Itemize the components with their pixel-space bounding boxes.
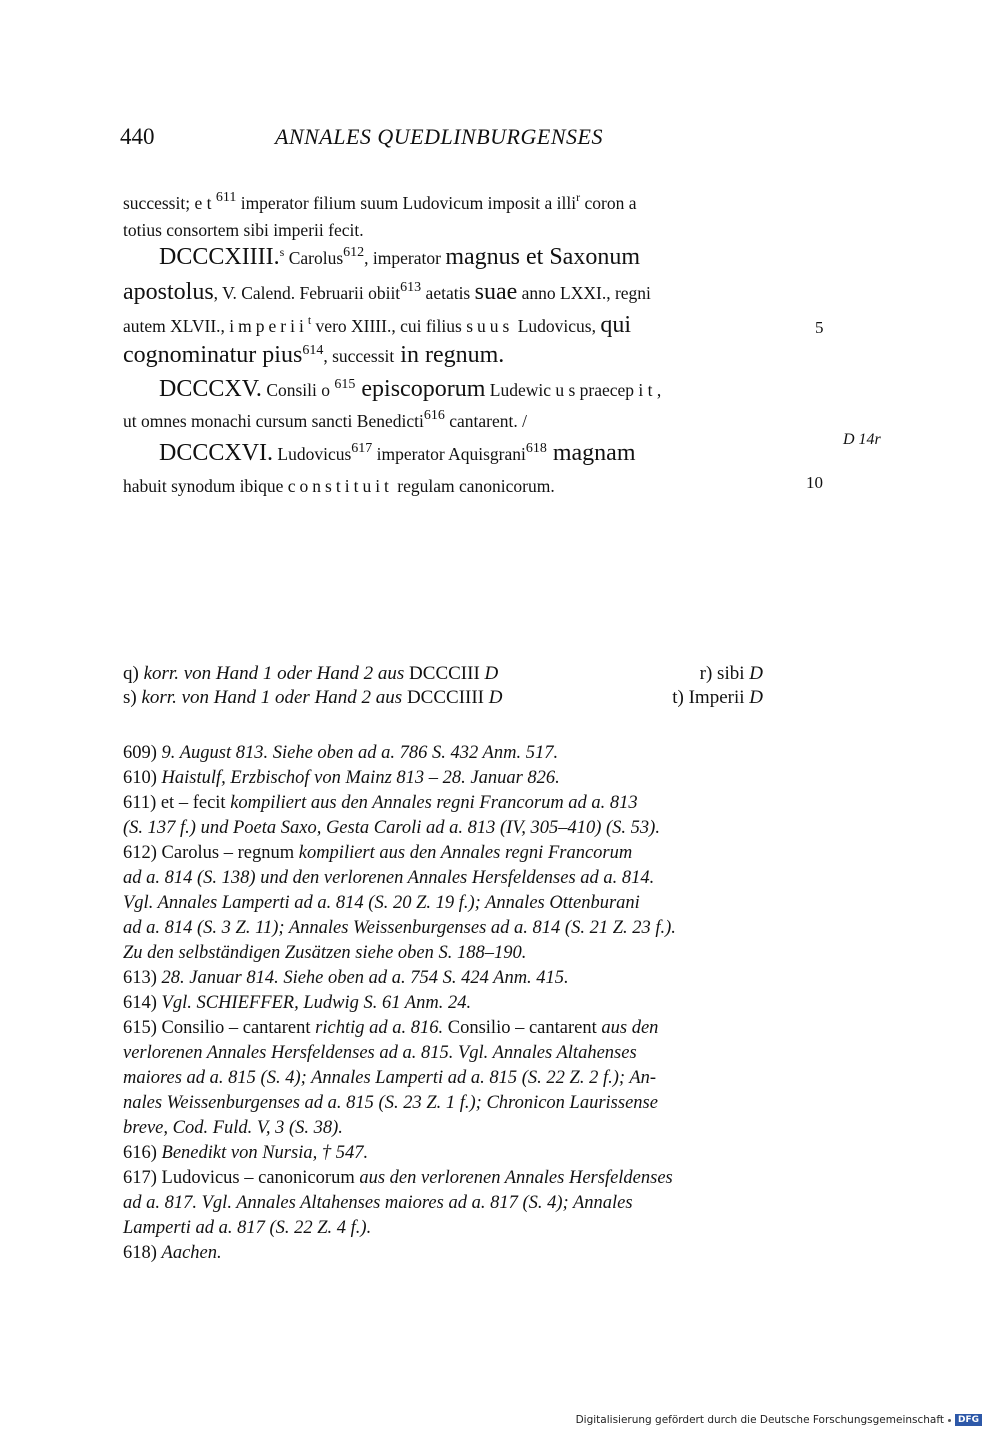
dfg-logo-icon: DFG	[955, 1414, 982, 1426]
folio-marker: D 14r	[843, 431, 881, 448]
footnote-text: 9. August 813. Siehe oben ad a. 786 S. 432 Anm. 517.	[161, 743, 559, 763]
critical-note-row	[123, 686, 763, 710]
text-line	[123, 473, 763, 500]
text-span: aetatis	[421, 283, 475, 303]
footnote-line	[123, 1116, 763, 1141]
footnote-number: 617) Ludovicus – canonicorum	[123, 1168, 360, 1188]
year-heading: DCCCXIIII.	[159, 244, 280, 270]
text-line	[123, 408, 763, 440]
footnote-text: Haistulf, Erzbischof von Mainz 813 – 28. Januar 826.	[161, 768, 560, 788]
note-label: q)	[123, 663, 144, 684]
footnote-text: Vgl. SCHIEFFER, Ludwig S. 61 Anm. 24.	[161, 993, 472, 1013]
text-span: coron a	[580, 193, 637, 213]
text-span: imperator Aquisgrani	[372, 444, 526, 464]
footnote-line	[123, 991, 763, 1016]
footnote-line	[123, 791, 763, 816]
siglum: D	[484, 687, 503, 708]
footnote-number: 611) et – fecit	[123, 793, 231, 813]
text-span: Carolus	[284, 248, 344, 268]
separator-dot	[948, 1419, 951, 1422]
footnote-number: 616)	[123, 1143, 162, 1163]
footnote-line	[123, 1166, 763, 1191]
footnote-line	[123, 1091, 763, 1116]
footnote-number: 610)	[123, 768, 162, 788]
critical-apparatus	[123, 662, 763, 710]
footnote-ref: 611	[215, 190, 237, 205]
text-span: Ludewic u s praecep i t ,	[485, 380, 662, 400]
text-line	[123, 279, 763, 312]
critical-note	[123, 662, 498, 686]
critical-note-row	[123, 662, 763, 686]
footnote-text: ad a. 814 (S. 138) und den verlorenen Annales Hersfeldenses ad a. 814.	[123, 868, 655, 888]
footnote-text: kompiliert aus den Annales regni Francorum ad a. 813	[230, 793, 638, 813]
footnote-line	[123, 1041, 763, 1066]
text-span-large: magnus	[445, 244, 520, 270]
footnote-ref: 616	[423, 408, 445, 423]
note-text: korr. von Hand 1 oder Hand 2 aus	[141, 687, 407, 708]
footnote-line	[123, 916, 763, 941]
text-span: anno LXXI., regni	[517, 283, 651, 303]
footnote-number: 618)	[123, 1243, 162, 1263]
text-span-large: Saxonum	[549, 244, 640, 270]
footnote-text: aus den verlorenen Annales Hersfeldenses	[359, 1168, 673, 1188]
text-span-large: episcoporum	[355, 376, 486, 402]
note-text: korr. von Hand 1 oder Hand 2 aus	[143, 663, 410, 684]
footnote-line	[123, 966, 763, 991]
footnote-text: aus den	[601, 1018, 659, 1038]
footnote-number: 612) Carolus – regnum	[123, 843, 299, 863]
running-title: ANNALES QUEDLINBURGENSES	[275, 124, 603, 149]
footnote-text: richtig ad a. 816.	[315, 1018, 444, 1038]
text-span: ,	[323, 346, 333, 366]
spaced-text: constituit	[287, 476, 393, 496]
text-line	[123, 376, 763, 408]
footnote-text: Zu den selbständigen Zusätzen siehe oben S. 188–190.	[123, 943, 527, 963]
text-span: regulam canonicorum.	[392, 476, 555, 496]
text-span: successit;	[123, 193, 195, 213]
note-label: s)	[123, 687, 142, 708]
text-span-large: magnam	[546, 440, 636, 466]
note-label: t) Imperii	[672, 687, 750, 708]
text-span-large: et	[519, 244, 550, 270]
footnote-number: 615) Consilio – cantarent	[123, 1018, 316, 1038]
page-number: 440	[120, 124, 155, 149]
footnote-ref: 617	[351, 441, 373, 456]
footnote-text: verlorenen Annales Hersfeldenses ad a. 815. Vgl. Annales Altahenses	[123, 1043, 637, 1063]
note-ref: r	[576, 190, 581, 204]
footnote-line	[123, 941, 763, 966]
footnote-text: ad a. 817. Vgl. Annales Altahenses maiores ad a. 817 (S. 4); Annales	[123, 1193, 633, 1213]
critical-note	[123, 686, 503, 710]
text-span-large: qui	[600, 312, 632, 338]
footnote-line	[123, 816, 763, 841]
footnote-line	[123, 766, 763, 791]
footnote-ref: 612	[343, 245, 365, 260]
spaced-text: suus	[466, 316, 514, 336]
critical-note	[672, 686, 763, 710]
funding-credit	[576, 1414, 982, 1426]
text-line	[123, 190, 763, 217]
footnote-ref: 613	[400, 280, 422, 295]
footnote-text: (S. 137 f.) und Poeta Saxo, Gesta Caroli ad a. 813 (IV, 305–410) (S. 53).	[123, 818, 660, 838]
footnote-text: Lamperti ad a. 817 (S. 22 Z. 4 f.).	[123, 1218, 372, 1238]
footnote-number: 613)	[123, 968, 162, 988]
siglum: D	[749, 687, 763, 708]
text-span: , imperator	[364, 248, 446, 268]
footnote-line	[123, 1216, 763, 1241]
footnote-ref: 618	[525, 441, 547, 456]
footnote-text: breve, Cod. Fuld. V, 3 (S. 38).	[123, 1118, 343, 1138]
footnote-line	[123, 1191, 763, 1216]
footnote-ref: 614	[302, 343, 324, 358]
text-line	[123, 217, 763, 244]
text-span: autem XLVII.,	[123, 316, 230, 336]
year-heading: DCCCXV.	[159, 376, 262, 402]
text-span: cantarent. /	[444, 411, 527, 431]
note-ref: s	[279, 245, 285, 259]
credit-text: Digitalisierung gefördert durch die Deutsche Forschungsgemeinschaft	[575, 1414, 944, 1426]
text-span: Ludovicus	[273, 444, 352, 464]
critical-note	[700, 662, 763, 686]
footnote-number: 609)	[123, 743, 162, 763]
footnote-line	[123, 1141, 763, 1166]
footnote-text: ad a. 814 (S. 3 Z. 11); Annales Weissenburgenses ad a. 814 (S. 21 Z. 23 f.).	[123, 918, 676, 938]
footnote-text: Consilio – cantarent	[443, 1018, 602, 1038]
text-span: successit	[332, 346, 395, 366]
text-span: imperator filium suum Ludovicum imposit a illi	[236, 193, 577, 213]
text-span-large: in regnum.	[394, 342, 505, 368]
text-span: ut omnes monachi cursum sancti Benedicti	[123, 411, 424, 431]
footnote-text: Aachen.	[161, 1243, 222, 1263]
siglum: D	[749, 663, 763, 684]
line-number: 5	[815, 318, 824, 337]
text-line	[123, 440, 763, 473]
note-text: DCCCIIII	[406, 687, 485, 708]
text-span: vero XIIII., cui filius	[311, 316, 467, 336]
siglum: D	[479, 663, 499, 684]
footnote-line	[123, 841, 763, 866]
footnote-line	[123, 891, 763, 916]
text-span: e t	[194, 193, 212, 213]
text-span-large: cognominatur pius	[123, 342, 303, 368]
footnote-text: maiores ad a. 815 (S. 4); Annales Lamperti ad a. 815 (S. 22 Z. 2 f.); An-	[123, 1068, 657, 1088]
text-line	[123, 342, 763, 376]
footnote-line	[123, 1241, 763, 1266]
text-span: habuit synodum ibique	[123, 476, 288, 496]
footnote-line	[123, 866, 763, 891]
text-span: Consili o	[261, 380, 335, 400]
footnote-text: kompiliert aus den Annales regni Francorum	[298, 843, 633, 863]
line-number: 10	[806, 473, 823, 492]
footnote-text: Vgl. Annales Lamperti ad a. 814 (S. 20 Z. 19 f.); Annales Ottenburani	[123, 893, 640, 913]
footnote-text: Benedikt von Nursia, † 547.	[161, 1143, 369, 1163]
note-ref: t	[307, 313, 312, 327]
text-span-large: apostolus	[123, 279, 214, 305]
footnote-number: 614)	[123, 993, 162, 1013]
footnote-text: 28. Januar 814. Siehe oben ad a. 754 S. 424 Anm. 415.	[161, 968, 569, 988]
footnotes	[123, 741, 763, 1266]
text-span-large: suae	[474, 279, 518, 305]
text-line	[123, 244, 763, 279]
note-text: DCCCIII	[409, 663, 480, 684]
year-heading: DCCCXVI.	[159, 440, 274, 466]
footnote-line	[123, 1016, 763, 1041]
note-label: r) sibi	[699, 663, 750, 684]
text-span: , V. Calend. Februarii obiit	[213, 283, 401, 303]
text-span: totius consortem sibi imperii fecit.	[123, 220, 364, 240]
footnote-text: nales Weissenburgenses ad a. 815 (S. 23 Z. 1 f.); Chronicon Laurissense	[123, 1093, 658, 1113]
footnote-line	[123, 1066, 763, 1091]
footnote-line	[123, 741, 763, 766]
text-line	[123, 312, 763, 342]
footnote-ref: 615	[334, 377, 356, 392]
spaced-text: imperii	[229, 316, 308, 336]
main-text	[123, 188, 763, 500]
text-span: Ludovicus,	[513, 316, 601, 336]
